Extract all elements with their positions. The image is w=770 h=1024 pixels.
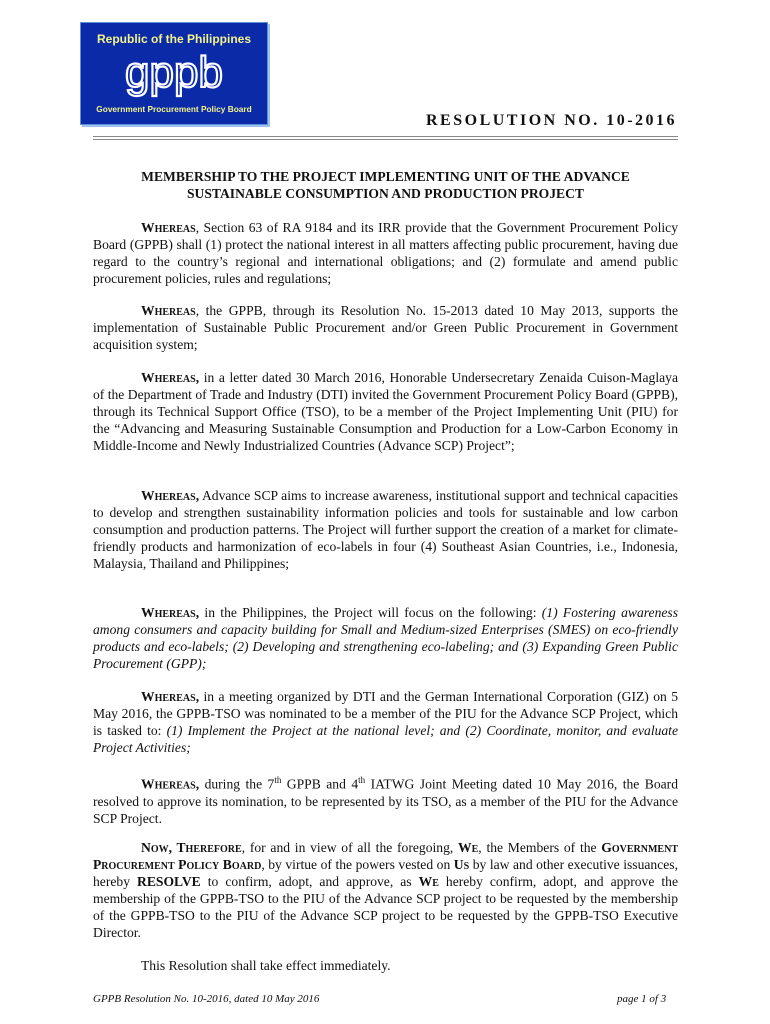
p8-text-a: , for and in view of all the foregoing, xyxy=(241,840,459,855)
whereas-label: Whereas, xyxy=(141,776,200,792)
paragraph-1-text: , Section 63 of RA 9184 and its IRR provide that the Government Procurement Policy Board (GPPB) shall (1) protect the national interest in all matters affecting public procurement, having due regard to the country’s regional and international obligations; and (2) formulate and amend public procurement policies, rules and regulations; xyxy=(93,220,678,286)
p8-text-e: to confirm, adopt, and approve, as xyxy=(200,874,419,889)
whereas-label: Whereas, xyxy=(141,488,200,503)
footer-page-number: page 1 of 3 xyxy=(617,993,667,1005)
whereas-label: Whereas, xyxy=(141,605,200,620)
paragraph-1 xyxy=(93,219,678,287)
us-label: Us xyxy=(453,857,470,872)
logo-bottom-text: Government Procurement Policy Board xyxy=(96,104,252,114)
title-line-1: MEMBERSHIP TO THE PROJECT IMPLEMENTING UNIT OF THE ADVANCE xyxy=(141,169,630,184)
whereas-label: Whereas, xyxy=(141,689,200,704)
logo-top-text: Republic of the Philippines xyxy=(96,32,251,46)
paragraph-6-text: in a meeting organized by DTI and the German International Corporation (GIZ) on 5 May 2016, the GPPB-TSO was nominated to be a member of the PIU for the Advance SCP Project, which is tasked to: xyxy=(93,689,678,738)
superscript-th: th xyxy=(274,775,282,785)
paragraph-6 xyxy=(93,688,678,756)
superscript-th: th xyxy=(358,775,366,785)
paragraph-2-text: , the GPPB, through its Resolution No. 15-2013 dated 10 May 2013, supports the implementation of Sustainable Public Procurement and/or Green Public Procurement in Government acquisition system; xyxy=(93,303,678,352)
we-label: We xyxy=(458,840,479,855)
board-name: Government Procurement Policy Board xyxy=(93,840,678,872)
p8-text-d: by law and other executive issuances, hereby xyxy=(93,857,678,889)
paragraph-4-text: Advance SCP aims to increase awareness, institutional support and technical capacities to develop and strengthen sustainability information policies and tools for sustainable and low carbon consumption and production patterns. The Project will further support the creation of a market for climate-friendly products and harmonization of eco-labels in four (4) Southeast Asian Countries, i.e., Indonesia, Malaysia, Thailand and Philippines; xyxy=(93,488,678,571)
paragraph-7-text-a: during the 7 xyxy=(199,776,275,792)
p8-text-b: , the Members of the xyxy=(478,840,602,855)
paragraph-5-text: in the Philippines, the Project will focus on the following: xyxy=(199,605,542,620)
we-label: We xyxy=(418,874,439,889)
title-line-2: SUSTAINABLE CONSUMPTION AND PRODUCTION PROJECT xyxy=(186,186,585,201)
whereas-label: Whereas, xyxy=(141,370,200,385)
paragraph-3 xyxy=(93,369,678,454)
paragraph-4 xyxy=(93,487,678,572)
logo-mark-text: gppb xyxy=(125,50,223,97)
paragraph-6-italic: (1) Implement the Project at the national level; and (2) Coordinate, monitor, and evaluate Project Activities; xyxy=(93,723,678,755)
resolution-title xyxy=(93,168,678,202)
footer-citation: GPPB Resolution No. 10-2016, dated 10 May 2016 xyxy=(93,993,320,1005)
paragraph-5-italic: (1) Fostering awareness among consumers and capacity building for Small and Medium-sized Enterprises (SMES) on eco-friendly products and eco-labels; (2) Developing and strengthening eco-labeling; and (3) Expanding Green Public Procurement (GPP); xyxy=(93,605,678,671)
paragraph-9: This Resolution shall take effect immediately. xyxy=(141,958,391,973)
p8-text-f: hereby confirm, adopt, and approve the membership of the GPPB-TSO to the PIU of the Advance SCP project to be requested by the membership of the GPPB-TSO to the PIU of the Advance SCP project to be requested by the GPPB-TSO Executive Director. xyxy=(93,874,679,940)
paragraph-7-text-c: IATWG Joint Meeting dated 10 May 2016, the Board resolved to approve its nomination, to be represented by its TSO, as a member of the PIU for the Advance SCP Project. xyxy=(93,776,679,826)
p8-text-c: , by virtue of the powers vested on xyxy=(261,857,454,872)
paragraph-3-text: in a letter dated 30 March 2016, Honorable Undersecretary Zenaida Cuison-Maglaya of the Department of Trade and Industry (DTI) invited the Government Procurement Policy Board (GPPB), through its Technical Support Office (TSO), to be a member of the Project Implementing Unit (PIU) for the “Advancing and Measuring Sustainable Consumption and Production for a Low-Carbon Economy in Middle-Income and Newly Industrialized Countries (Advance SCP) Project”; xyxy=(93,370,678,453)
gppb-logo xyxy=(80,22,268,125)
header-divider-2 xyxy=(93,139,678,140)
paragraph-2 xyxy=(93,302,678,353)
paragraph-7 xyxy=(93,772,678,827)
now-therefore-label: Now, Therefore xyxy=(141,840,242,855)
whereas-label: Whereas xyxy=(141,303,196,318)
whereas-label: Whereas xyxy=(141,220,196,235)
resolve-label: RESOLVE xyxy=(137,874,201,889)
resolution-number: RESOLUTION NO. 10-2016 xyxy=(426,112,678,129)
paragraph-7-text-b: GPPB and 4 xyxy=(281,776,359,792)
gppb-logo-mark xyxy=(81,50,267,100)
header-divider xyxy=(93,136,678,137)
paragraph-5 xyxy=(93,604,678,672)
paragraph-8 xyxy=(93,839,678,941)
